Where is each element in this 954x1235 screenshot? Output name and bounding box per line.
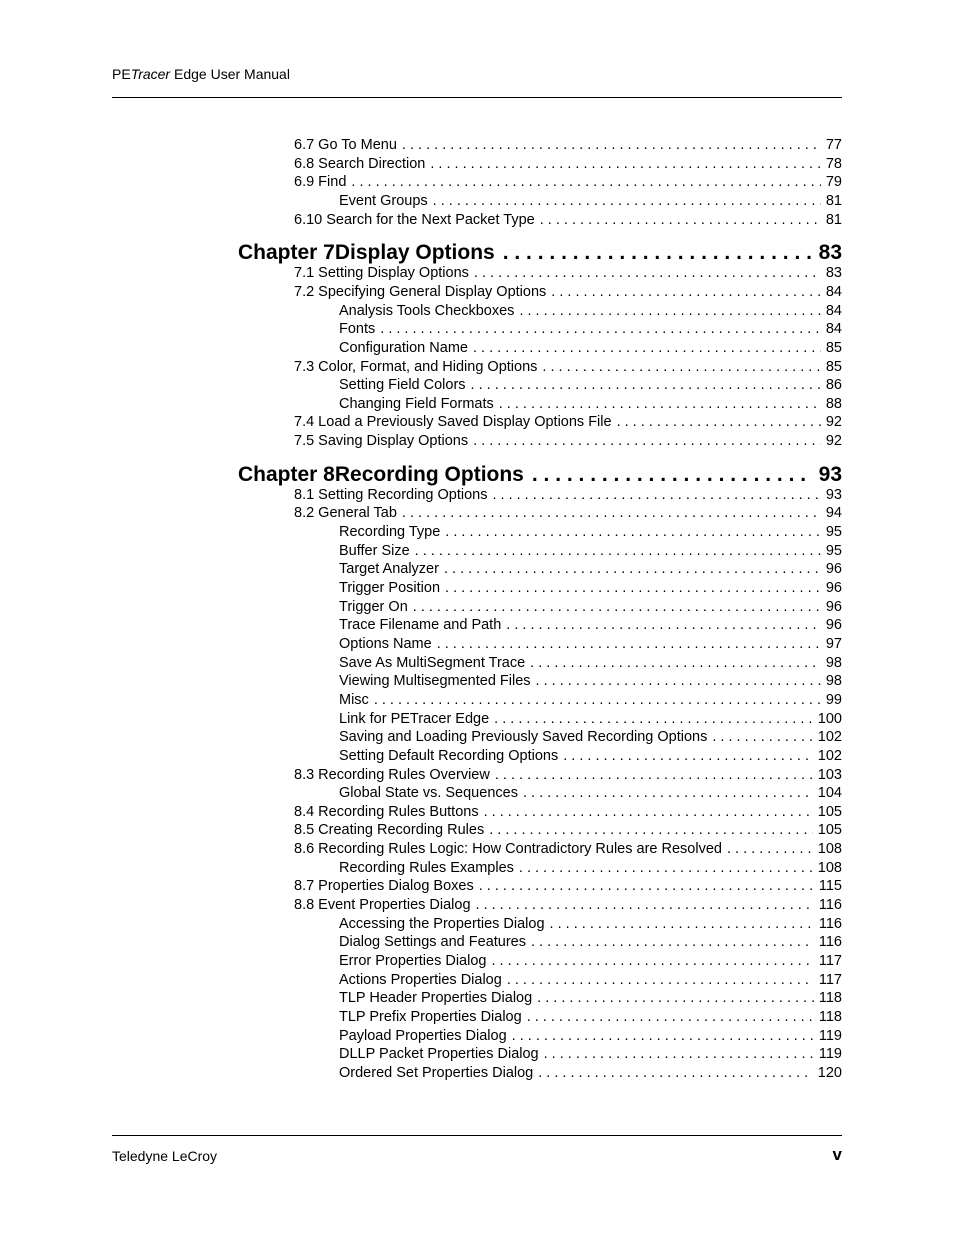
toc-page-number: 120 — [817, 1064, 842, 1081]
toc-section-entry[interactable] — [294, 358, 842, 376]
toc-page-number: 119 — [818, 1046, 842, 1063]
toc-dot-leader — [540, 211, 821, 229]
toc-page-number: 117 — [818, 953, 842, 969]
toc-subsection-entry[interactable] — [339, 654, 842, 672]
toc-dot-leader — [563, 747, 813, 765]
toc-subsection-entry[interactable] — [339, 395, 842, 413]
toc-page-number: 93 — [825, 486, 842, 503]
toc-page-number: 99 — [825, 691, 842, 708]
toc-entry-title: 8.2 General Tab — [294, 505, 397, 522]
toc-entry-title: Analysis Tools Checkboxes — [339, 302, 515, 319]
toc-page-number: 98 — [825, 654, 842, 671]
toc-entry-title: DLLP Packet Properties Dialog — [339, 1046, 539, 1063]
toc-entry-title: 8.5 Creating Recording Rules — [294, 822, 485, 839]
toc-entry-title: Target Analyzer — [339, 561, 439, 578]
toc-chapter-number: Chapter 7 — [238, 241, 335, 265]
toc-dot-leader — [544, 1045, 814, 1063]
toc-subsection-entry[interactable] — [339, 859, 842, 877]
toc-dot-leader — [542, 358, 820, 376]
toc-page-number: 108 — [817, 841, 842, 858]
toc-section-entry[interactable] — [294, 821, 842, 839]
toc-section-entry[interactable] — [294, 432, 842, 450]
toc-page-number: 78 — [825, 155, 842, 172]
toc-page-number: 119 — [818, 1027, 842, 1044]
toc-page-number: 79 — [825, 174, 842, 191]
toc-subsection-entry[interactable] — [339, 579, 842, 597]
toc-entry-title: Error Properties Dialog — [339, 953, 487, 969]
toc-entry-title: Trigger On — [339, 598, 408, 615]
toc-subsection-entry[interactable] — [339, 1008, 842, 1026]
toc-entry-title: Dialog Settings and Features — [339, 934, 526, 951]
toc-entry-title: Misc — [339, 691, 369, 708]
toc-dot-leader — [506, 616, 821, 634]
toc-entry-title: 7.1 Setting Display Options — [294, 265, 469, 282]
toc-subsection-entry[interactable] — [339, 1064, 842, 1082]
toc-entry-title: 8.4 Recording Rules Buttons — [294, 803, 479, 820]
toc-subsection-entry[interactable] — [339, 1045, 842, 1063]
toc-entry-title: Trace Filename and Path — [339, 617, 502, 634]
toc-page-number: 92 — [825, 414, 842, 431]
toc-dot-leader — [402, 136, 821, 154]
toc-entry-title: Options Name — [339, 635, 432, 652]
toc-dot-leader — [380, 320, 821, 338]
header-italic: Tracer — [130, 66, 171, 82]
toc-page-number: 115 — [818, 878, 842, 895]
toc-dot-leader — [550, 915, 814, 933]
toc-subsection-entry[interactable] — [339, 320, 842, 338]
toc-page-number: 116 — [818, 934, 842, 951]
toc-subsection-entry[interactable] — [339, 635, 842, 653]
toc-entry-title: 6.9 Find — [294, 174, 347, 191]
toc-dot-leader — [495, 766, 813, 784]
toc-dot-leader — [492, 486, 820, 504]
toc-subsection-entry[interactable] — [339, 952, 842, 970]
toc-dot-leader — [445, 579, 821, 597]
toc-dot-leader — [437, 635, 821, 653]
toc-dot-leader — [476, 896, 814, 914]
toc-page-number: 100 — [817, 710, 842, 727]
toc-subsection-entry[interactable] — [339, 728, 842, 746]
toc-entry-title: 8.6 Recording Rules Logic: How Contradictory Rules are Resolved — [294, 841, 722, 858]
toc-page-number: 92 — [825, 433, 842, 450]
toc-dot-leader — [473, 432, 821, 450]
toc-dot-leader — [479, 877, 814, 895]
toc-dot-leader — [484, 803, 813, 821]
toc-entry-title: Saving and Loading Previously Saved Recording Options — [339, 729, 708, 746]
toc-page-number: 84 — [825, 321, 842, 338]
toc-section-entry[interactable] — [294, 413, 842, 431]
toc-section-entry[interactable] — [294, 766, 842, 784]
toc-entry-title: Link for PETracer Edge — [339, 710, 490, 727]
toc-subsection-entry[interactable] — [339, 710, 842, 728]
toc-page-number: 108 — [817, 859, 842, 876]
toc-subsection-entry[interactable] — [339, 971, 842, 989]
toc-entry-title: TLP Header Properties Dialog — [339, 990, 533, 1007]
toc-entry-title: 8.1 Setting Recording Options — [294, 486, 488, 503]
header-rest: Edge User Manual — [170, 66, 290, 82]
toc-page-number: 95 — [825, 542, 842, 559]
toc-dot-leader — [374, 691, 821, 709]
toc-page-number: 116 — [818, 897, 842, 914]
toc-entry-title: Accessing the Properties Dialog — [339, 915, 545, 932]
toc-dot-leader — [531, 933, 814, 951]
toc-page-number: 84 — [825, 302, 842, 319]
toc-entry-title: 6.7 Go To Menu — [294, 137, 397, 153]
toc-dot-leader — [538, 1064, 813, 1082]
toc-page-number: 96 — [825, 617, 842, 634]
toc-page-number: 77 — [825, 137, 842, 153]
toc-page-number: 96 — [825, 598, 842, 615]
toc-dot-leader — [433, 192, 821, 210]
toc-page-number: 97 — [825, 635, 842, 652]
toc-entry-title: 7.2 Specifying General Display Options — [294, 283, 547, 300]
toc-entry-title: Buffer Size — [339, 542, 410, 559]
toc-subsection-entry[interactable] — [339, 616, 842, 634]
toc-page-number: 81 — [825, 192, 842, 209]
toc-chapter-title: Recording Options — [334, 462, 524, 486]
toc-subsection-entry[interactable] — [339, 672, 842, 690]
toc-entry-title: Recording Rules Examples — [339, 859, 514, 876]
toc-entry-title: 6.8 Search Direction — [294, 155, 426, 172]
toc-entry-title: Recording Type — [339, 524, 441, 541]
toc-page-number: 117 — [818, 971, 842, 988]
footer-company: Teledyne LeCroy — [112, 1148, 218, 1164]
toc-page-number: 83 — [825, 265, 842, 282]
toc-entry-title: Save As MultiSegment Trace — [339, 654, 526, 671]
toc-page-number: 94 — [825, 505, 842, 522]
toc-entry-title: 7.4 Load a Previously Saved Display Options File — [294, 414, 612, 431]
toc-entry-title: Fonts — [339, 321, 376, 338]
toc-dot-leader — [551, 283, 821, 301]
toc-dot-leader — [415, 542, 821, 560]
header-divider — [112, 97, 842, 98]
toc-dot-leader — [537, 989, 814, 1007]
toc-subsection-entry[interactable] — [339, 915, 842, 933]
toc-section-entry[interactable] — [294, 155, 842, 173]
toc-dot-leader — [503, 240, 811, 266]
toc-dot-leader — [523, 784, 813, 802]
toc-subsection-entry[interactable] — [339, 560, 842, 578]
toc-dot-leader — [507, 971, 814, 989]
toc-entry-title: Trigger Position — [339, 580, 441, 596]
footer-divider — [112, 1135, 842, 1136]
toc-section-entry[interactable] — [294, 211, 842, 229]
toc-page-number: 98 — [825, 673, 842, 690]
toc-page-number: 85 — [825, 358, 842, 375]
toc-dot-leader — [727, 840, 813, 858]
toc-subsection-entry[interactable] — [339, 989, 842, 1007]
toc-chapter-number: Chapter 8 — [238, 462, 335, 486]
toc-page-number: 104 — [817, 785, 842, 802]
toc-subsection-entry[interactable] — [339, 933, 842, 951]
toc-dot-leader — [474, 264, 821, 282]
toc-section-entry[interactable] — [294, 283, 842, 301]
header-prefix: PE — [112, 66, 131, 82]
toc-page-number: 93 — [818, 462, 842, 486]
toc-section-entry[interactable] — [294, 136, 842, 154]
toc-entry-title: Payload Properties Dialog — [339, 1027, 507, 1044]
toc-dot-leader — [519, 859, 813, 877]
toc-entry-title: Event Groups — [339, 192, 428, 209]
toc-dot-leader — [617, 413, 821, 431]
toc-dot-leader — [712, 728, 812, 746]
toc-dot-leader — [445, 523, 821, 541]
toc-page-number: 88 — [825, 395, 842, 412]
toc-section-entry[interactable] — [294, 173, 842, 191]
toc-section-entry[interactable] — [294, 877, 842, 895]
toc-page-number: 118 — [818, 990, 842, 1007]
toc-dot-leader — [530, 654, 821, 672]
toc-subsection-entry[interactable] — [339, 339, 842, 357]
toc-subsection-entry[interactable] — [339, 747, 842, 765]
toc-page-number: 95 — [825, 524, 842, 541]
toc-dot-leader — [413, 598, 821, 616]
toc-dot-leader — [471, 376, 821, 394]
toc-page-number: 118 — [818, 1008, 842, 1025]
toc-page-number: 96 — [825, 561, 842, 578]
toc-entry-title: Configuration Name — [339, 339, 468, 356]
toc-dot-leader — [527, 1008, 814, 1026]
toc-dot-leader — [489, 821, 813, 839]
toc-dot-leader — [351, 173, 820, 191]
toc-dot-leader — [499, 395, 821, 413]
toc-chapter-entry[interactable] — [238, 462, 842, 488]
toc-page-number: 103 — [817, 766, 842, 783]
toc-page-number: 84 — [825, 283, 842, 300]
toc-entry-title: Changing Field Formats — [339, 395, 494, 412]
toc-dot-leader — [519, 302, 820, 320]
toc-subsection-entry[interactable] — [339, 598, 842, 616]
toc-dot-leader — [532, 462, 811, 488]
toc-entry-title: Setting Default Recording Options — [339, 747, 559, 764]
toc-subsection-entry[interactable] — [339, 691, 842, 709]
toc-section-entry[interactable] — [294, 803, 842, 821]
toc-subsection-entry[interactable] — [339, 784, 842, 802]
toc-entry-title: 7.5 Saving Display Options — [294, 433, 469, 450]
footer-page-number: v — [832, 1145, 842, 1164]
toc-section-entry[interactable] — [294, 486, 842, 504]
toc-dot-leader — [402, 504, 821, 522]
toc-entry-title: Setting Field Colors — [339, 377, 466, 394]
toc-dot-leader — [444, 560, 821, 578]
toc-page-number: 105 — [817, 822, 842, 839]
toc-page-number: 105 — [817, 803, 842, 820]
toc-dot-leader — [430, 155, 820, 173]
toc-entry-title: 6.10 Search for the Next Packet Type — [294, 211, 535, 228]
toc-page-number: 86 — [825, 377, 842, 394]
toc-chapter-entry[interactable] — [238, 240, 842, 266]
toc-section-entry[interactable] — [294, 504, 842, 522]
toc-dot-leader — [473, 339, 821, 357]
toc-entry-title: TLP Prefix Properties Dialog — [339, 1008, 522, 1025]
toc-page-number: 96 — [825, 580, 842, 596]
toc-entry-title: 7.3 Color, Format, and Hiding Options — [294, 358, 538, 375]
toc-entry-title: Viewing Multisegmented Files — [339, 673, 531, 690]
toc-entry-title: Global State vs. Sequences — [339, 785, 518, 802]
toc-subsection-entry[interactable] — [339, 523, 842, 541]
toc-subsection-entry[interactable] — [339, 1027, 842, 1045]
toc-chapter-title: Display Options — [334, 241, 495, 265]
toc-page-number: 85 — [825, 339, 842, 356]
toc-subsection-entry[interactable] — [339, 302, 842, 320]
toc-dot-leader — [536, 672, 821, 690]
toc-page-number: 116 — [818, 915, 842, 932]
toc-section-entry[interactable] — [294, 840, 842, 858]
toc-entry-title: 8.7 Properties Dialog Boxes — [294, 878, 474, 895]
toc-subsection-entry[interactable] — [339, 542, 842, 560]
toc-section-entry[interactable] — [294, 264, 842, 282]
toc-dot-leader — [512, 1027, 814, 1045]
toc-page-number: 102 — [817, 747, 842, 764]
toc-entry-title: Ordered Set Properties Dialog — [339, 1064, 534, 1081]
toc-dot-leader — [494, 710, 813, 728]
toc-subsection-entry[interactable] — [339, 192, 842, 210]
toc-entry-title: Actions Properties Dialog — [339, 971, 502, 988]
toc-entry-title: 8.8 Event Properties Dialog — [294, 897, 471, 914]
toc-page-number: 81 — [825, 211, 842, 228]
toc-entry-title: 8.3 Recording Rules Overview — [294, 766, 490, 783]
toc-page-number: 102 — [817, 729, 842, 746]
toc-dot-leader — [491, 952, 813, 970]
toc-section-entry[interactable] — [294, 896, 842, 914]
running-header — [112, 66, 290, 82]
toc-subsection-entry[interactable] — [339, 376, 842, 394]
toc-page-number: 83 — [818, 241, 842, 265]
